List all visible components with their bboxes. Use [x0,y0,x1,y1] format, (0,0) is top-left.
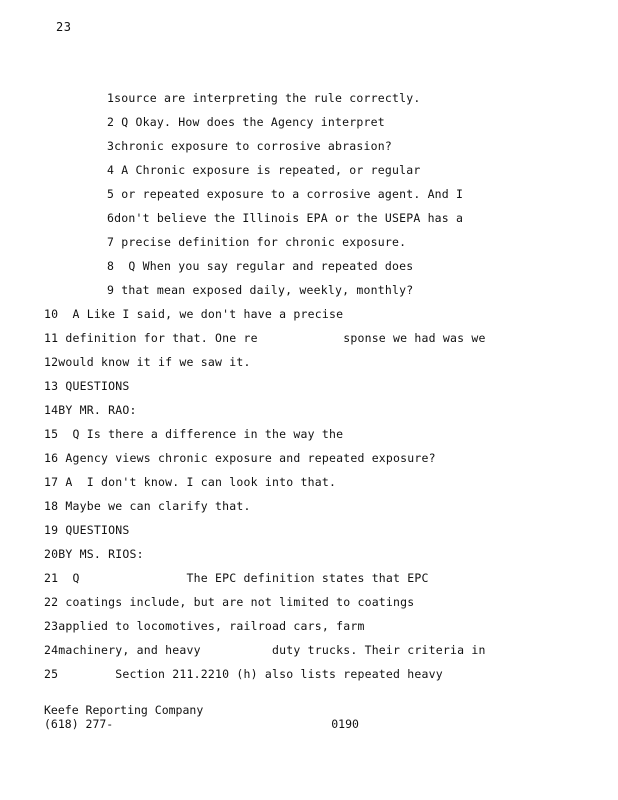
transcript-line [0,450,618,474]
transcript-line [0,570,618,594]
line-number: 18 [44,499,59,513]
line-number: 23 [44,619,59,633]
transcript-line [0,282,618,306]
transcript-line [0,162,618,186]
transcript-line [0,594,618,618]
transcript-line [0,306,618,330]
line-text: Maybe we can clarify that. [58,499,251,513]
transcript-body [0,90,618,690]
transcript-line [0,138,618,162]
line-text: definition for that. One re sponse we had was we [58,331,486,345]
line-text: Q Is there a difference in the way the [58,427,344,441]
line-number: 2 [107,115,115,129]
transcript-line [0,210,618,234]
line-number: 19 [44,523,59,537]
transcript-line [0,186,618,210]
line-number: 24 [44,643,59,657]
transcript-line [0,498,618,522]
line-text: QUESTIONS [58,523,130,537]
line-text: machinery, and heavy duty trucks. Their criteria in [58,643,486,657]
footer-phone-suffix: 0190 [331,717,359,731]
transcript-line [0,642,618,666]
footer [44,703,359,731]
line-text: QUESTIONS [58,379,130,393]
line-text: or repeated exposure to a corrosive agent. And I [114,187,464,201]
line-number: 1 [107,91,115,105]
line-text: don't believe the Illinois EPA or the USEPA has a [114,211,464,225]
footer-phone: (618) 277- [44,717,114,731]
line-number: 20 [44,547,59,561]
line-text: that mean exposed daily, weekly, monthly? [114,283,414,297]
transcript-line [0,474,618,498]
line-number: 16 [44,451,59,465]
line-number: 15 [44,427,59,441]
page-number: 23 [56,20,72,34]
footer-company: Keefe Reporting Company [44,703,204,717]
transcript-line [0,330,618,354]
line-number: 7 [107,235,115,249]
transcript-line [0,234,618,258]
line-text: Q When you say regular and repeated does [114,259,414,273]
line-text: precise definition for chronic exposure. [114,235,407,249]
line-text: BY MS. RIOS: [58,547,144,561]
transcript-line [0,378,618,402]
line-number: 3 [107,139,115,153]
line-text: Q The EPC definition states that EPC [58,571,429,585]
line-number: 25 [44,667,59,681]
line-number: 6 [107,211,115,225]
line-text: A Chronic exposure is repeated, or regular [114,163,421,177]
line-text: BY MR. RAO: [58,403,137,417]
transcript-line [0,90,618,114]
line-number: 8 [107,259,115,273]
transcript-line [0,258,618,282]
line-number: 9 [107,283,115,297]
line-number: 11 [44,331,59,345]
line-number: 13 [44,379,59,393]
line-number: 22 [44,595,59,609]
transcript-line [0,114,618,138]
line-number: 12 [44,355,59,369]
line-text: coatings include, but are not limited to coatings [58,595,415,609]
transcript-line [0,522,618,546]
line-number: 14 [44,403,59,417]
line-text: A I don't know. I can look into that. [58,475,337,489]
line-number: 5 [107,187,115,201]
transcript-line [0,546,618,570]
line-text: A Like I said, we don't have a precise [58,307,344,321]
line-number: 4 [107,163,115,177]
line-number: 21 [44,571,59,585]
line-text: source are interpreting the rule correctly. [114,91,421,105]
transcript-line [0,666,618,690]
line-text: chronic exposure to corrosive abrasion? [114,139,392,153]
transcript-line [0,354,618,378]
line-text: Section 211.2210 (h) also lists repeated heavy [58,667,443,681]
line-text: applied to locomotives, railroad cars, farm [58,619,365,633]
line-number: 10 [44,307,59,321]
line-number: 17 [44,475,59,489]
transcript-line [0,426,618,450]
transcript-line [0,618,618,642]
line-text: Agency views chronic exposure and repeated exposure? [58,451,436,465]
line-text: Q Okay. How does the Agency interpret [114,115,385,129]
transcript-line [0,402,618,426]
line-text: would know it if we saw it. [58,355,251,369]
